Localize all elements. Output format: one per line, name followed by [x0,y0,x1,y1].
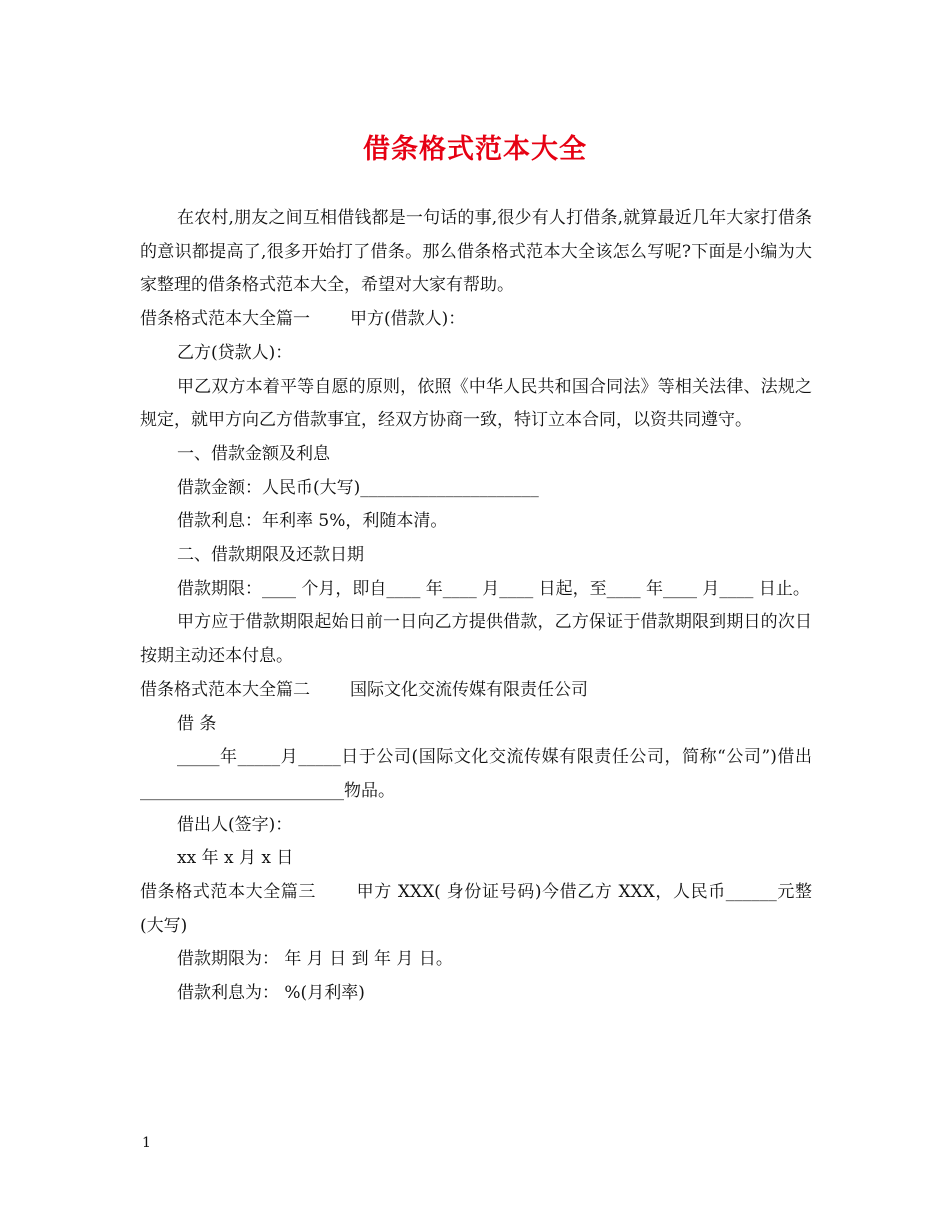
iou-body: _____年_____月_____日于公司(国际文化交流传媒有限责任公司，简称“公司”)借出________________________物品。 [140,747,812,801]
document-title: 借条格式范本大全 [363,134,587,165]
loan-provision: 甲方应于借款期限起始日前一日向乙方提供借款，乙方保证于借款期限到期日的次日按期主动还本付息。 [140,612,812,667]
signature-line: 借出人(签字)： [177,814,293,835]
loan-interest-line: 借款利息：年利率 5%，利随本清。 [177,511,448,532]
date-line: xx 年 x 月 x 日 [177,848,294,869]
contract-preamble: 甲乙双方本着平等自愿的原则，依照《中华人民共和国合同法》等相关法律、法规之规定，就甲方向乙方借款事宜，经双方协商一致，特订立本合同，以资共同遵守。 [140,376,812,431]
document-body [140,202,812,1011]
company-name: 国际文化交流传媒有限责任公司 [350,679,588,700]
clause2-title: 二、借款期限及还款日期 [177,545,364,566]
iou-title: 借 条 [177,713,217,734]
section3-term-line: 借款期限为： 年 月 日 到 年 月 日。 [177,949,453,970]
intro-paragraph: 在农村,朋友之间互相借钱都是一句话的事,很少有人打借条,就算最近几年大家打借条的意识都提高了,很多开始打了借条。那么借条格式范本大全该怎么写呢?下面是小编为大家整理的借条格式范本大全，希望对大家有帮助。 [140,208,812,296]
section1-heading-line [140,303,812,337]
page-number: 1 [142,1135,151,1151]
clause1-title: 一、借款金额及利息 [177,443,330,464]
section1-heading: 借条格式范本大全篇一 [140,309,310,330]
section3-interest-line: 借款利息为： %(月利率) [177,983,365,1004]
section3-heading: 借条格式范本大全篇三 [140,882,317,903]
section2-heading: 借条格式范本大全篇二 [140,679,310,700]
section3-text: 甲方 XXX( 身份证号码)今借乙方 XXX，人民币______元整(大写) [140,882,813,936]
party-a-label: 甲方(借款人)： [350,309,466,330]
loan-amount-line: 借款金额：人民币(大写)_____________________ [177,477,539,498]
loan-term-line: 借款期限：____ 个月，即自____ 年____ 月____ 日起，至____ 年____ 月____ 日止。 [177,578,810,599]
party-b-label: 乙方(贷款人)： [177,342,293,363]
section2-heading-line [140,674,812,708]
section3-paragraph [140,876,812,943]
